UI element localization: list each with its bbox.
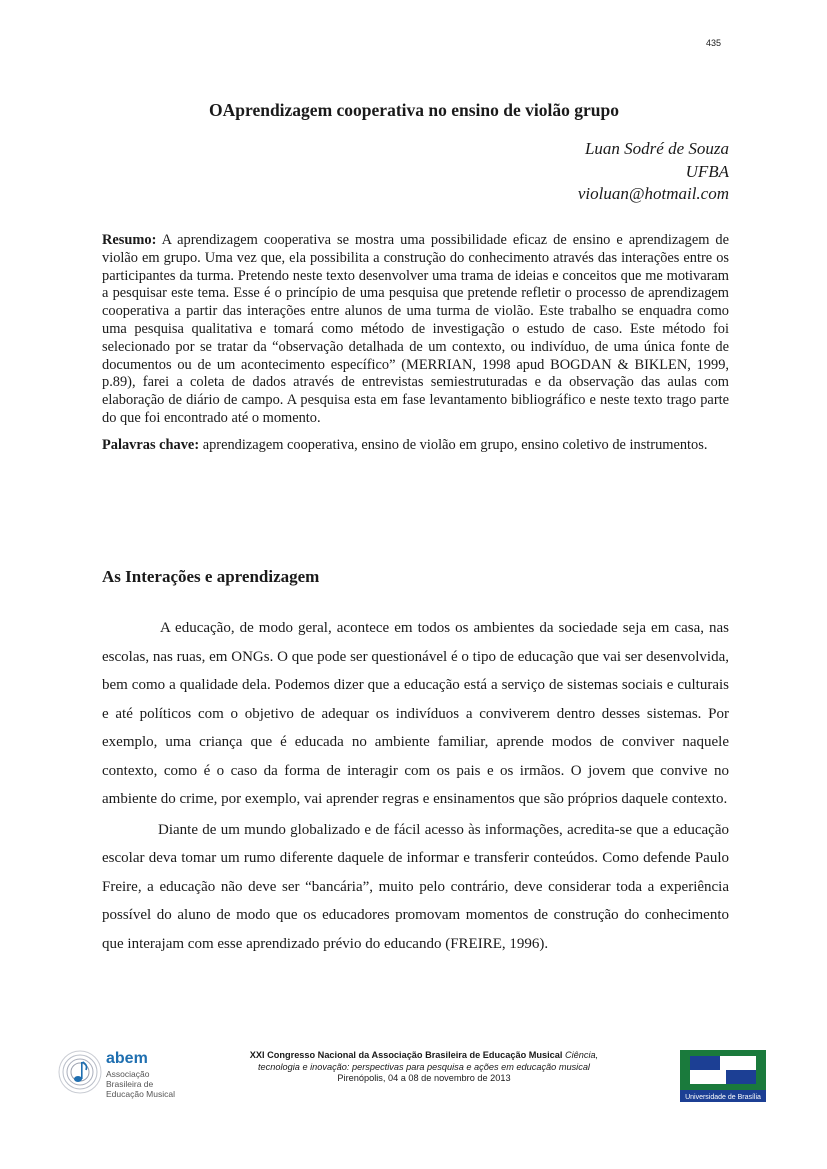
author-block [578, 138, 729, 206]
conference-line-1 [184, 1050, 664, 1062]
abstract [102, 232, 729, 455]
paper-title: OAprendizagem cooperativa no ensino de violão grupo [209, 100, 619, 120]
abem-name: abem [106, 1050, 148, 1067]
unb-label: Universidade de Brasília [685, 1094, 761, 1101]
author-name: Luan Sodré de Souza [584, 139, 729, 158]
author-affiliation: UFBA [685, 161, 729, 181]
conference-info [184, 1050, 664, 1085]
body-text [102, 614, 729, 958]
author-email: violuan@hotmail.com [577, 184, 729, 203]
page-number: 435 [706, 38, 722, 48]
abstract-text: A aprendizagem cooperativa se mostra uma possibilidade eficaz de ensino e aprendizagem de violão em grupo. Uma vez que, ela possibilita a construção do conhecimento através das interações entre os participantes da turma. Pretendo neste texto desenvolver uma trama de ideias e conceitos que me motivaram a pesquisar este tema. Esse é o princípio de uma pesquisa que pretende refletir o processo de aprendizagem cooperativa a partir das interações entre alunos de uma turma de violão. Este trabalho se enquadra como uma pesquisa qualitativa e tomará como método de investigação o estudo de caso. Este método foi selecionado por se tratar da “observação detalhada de um contexto, ou indivíduo, de uma única fonte de documentos ou de um acontecimento específico” (MERRIAN, 1998 apud BOGDAN & BIKLEN, 1999, p.89), farei a coleta de dados através de entrevistas semiestruturadas e da observação das aulas com elaboração de diário de campo. A pesquisa esta em fase levantamento bibliográfico e neste texto trago parte do que foi encontrado até o momento. [102, 232, 729, 426]
abstract-label: Resumo: [102, 232, 157, 248]
keywords-label: Palavras chave: [102, 436, 200, 453]
keywords-paragraph [102, 437, 729, 455]
conference-location-date: Pirenópolis, 04 a 08 de novembro de 2013 [337, 1073, 511, 1083]
section-heading: As Interações e aprendizagem [102, 567, 320, 586]
unb-logo [680, 1050, 766, 1102]
abstract-paragraph [102, 232, 729, 428]
abem-music-note-icon [58, 1050, 102, 1094]
conference-theme: tecnologia e inovação: perspectivas para pesquisa e ações em educação musical [258, 1061, 590, 1072]
page-footer [56, 1048, 768, 1108]
conference-theme-start: Ciência, [562, 1050, 599, 1060]
conference-name: XXI Congresso Nacional da Associação Brasileira de Educação Musical [249, 1050, 563, 1060]
body-paragraph-1: A educação, de modo geral, acontece em todos os ambientes da sociedade seja em casa, nas escolas, nas ruas, em ONGs. O que pode ser questionável é o tipo de educação que vai ser desenvolvida, bem como a qualidade dela. Podemos dizer que a educação está a serviço de sistemas sociais e culturais e até políticos com o objetivo de adequar os indivíduos a conviverem dentro desses sistemas. Por exemplo, uma criança que é educada no ambiente familiar, aprende modos de conviver naquele contexto, como é o caso da forma de interagir com os pais e os irmãos. O jovem que convive no ambiente do crime, por exemplo, vai aprender regras e ensinamentos que são próprios daquele contexto. [102, 620, 729, 807]
abem-subtitle: Associação Brasileira de Educação Musical [106, 1069, 175, 1099]
body-paragraph-2: Diante de um mundo globalizado e de fácil acesso às informações, acredita-se que a educação escolar deva tomar um rumo diferente daquele de informar e transferir conteúdos. Como defende Paulo Freire, a educação não deve ser “bancária”, muito pelo contrário, deve considerar toda a experiência possível do aluno de modo que os educadores promovam momentos de construção do conhecimento que interajam com esse aprendizado prévio do educando (FREIRE, 1996). [102, 821, 729, 952]
keywords-text: aprendizagem cooperativa, ensino de violão em grupo, ensino coletivo de instrumentos. [199, 436, 708, 453]
abem-logo [56, 1050, 176, 1098]
